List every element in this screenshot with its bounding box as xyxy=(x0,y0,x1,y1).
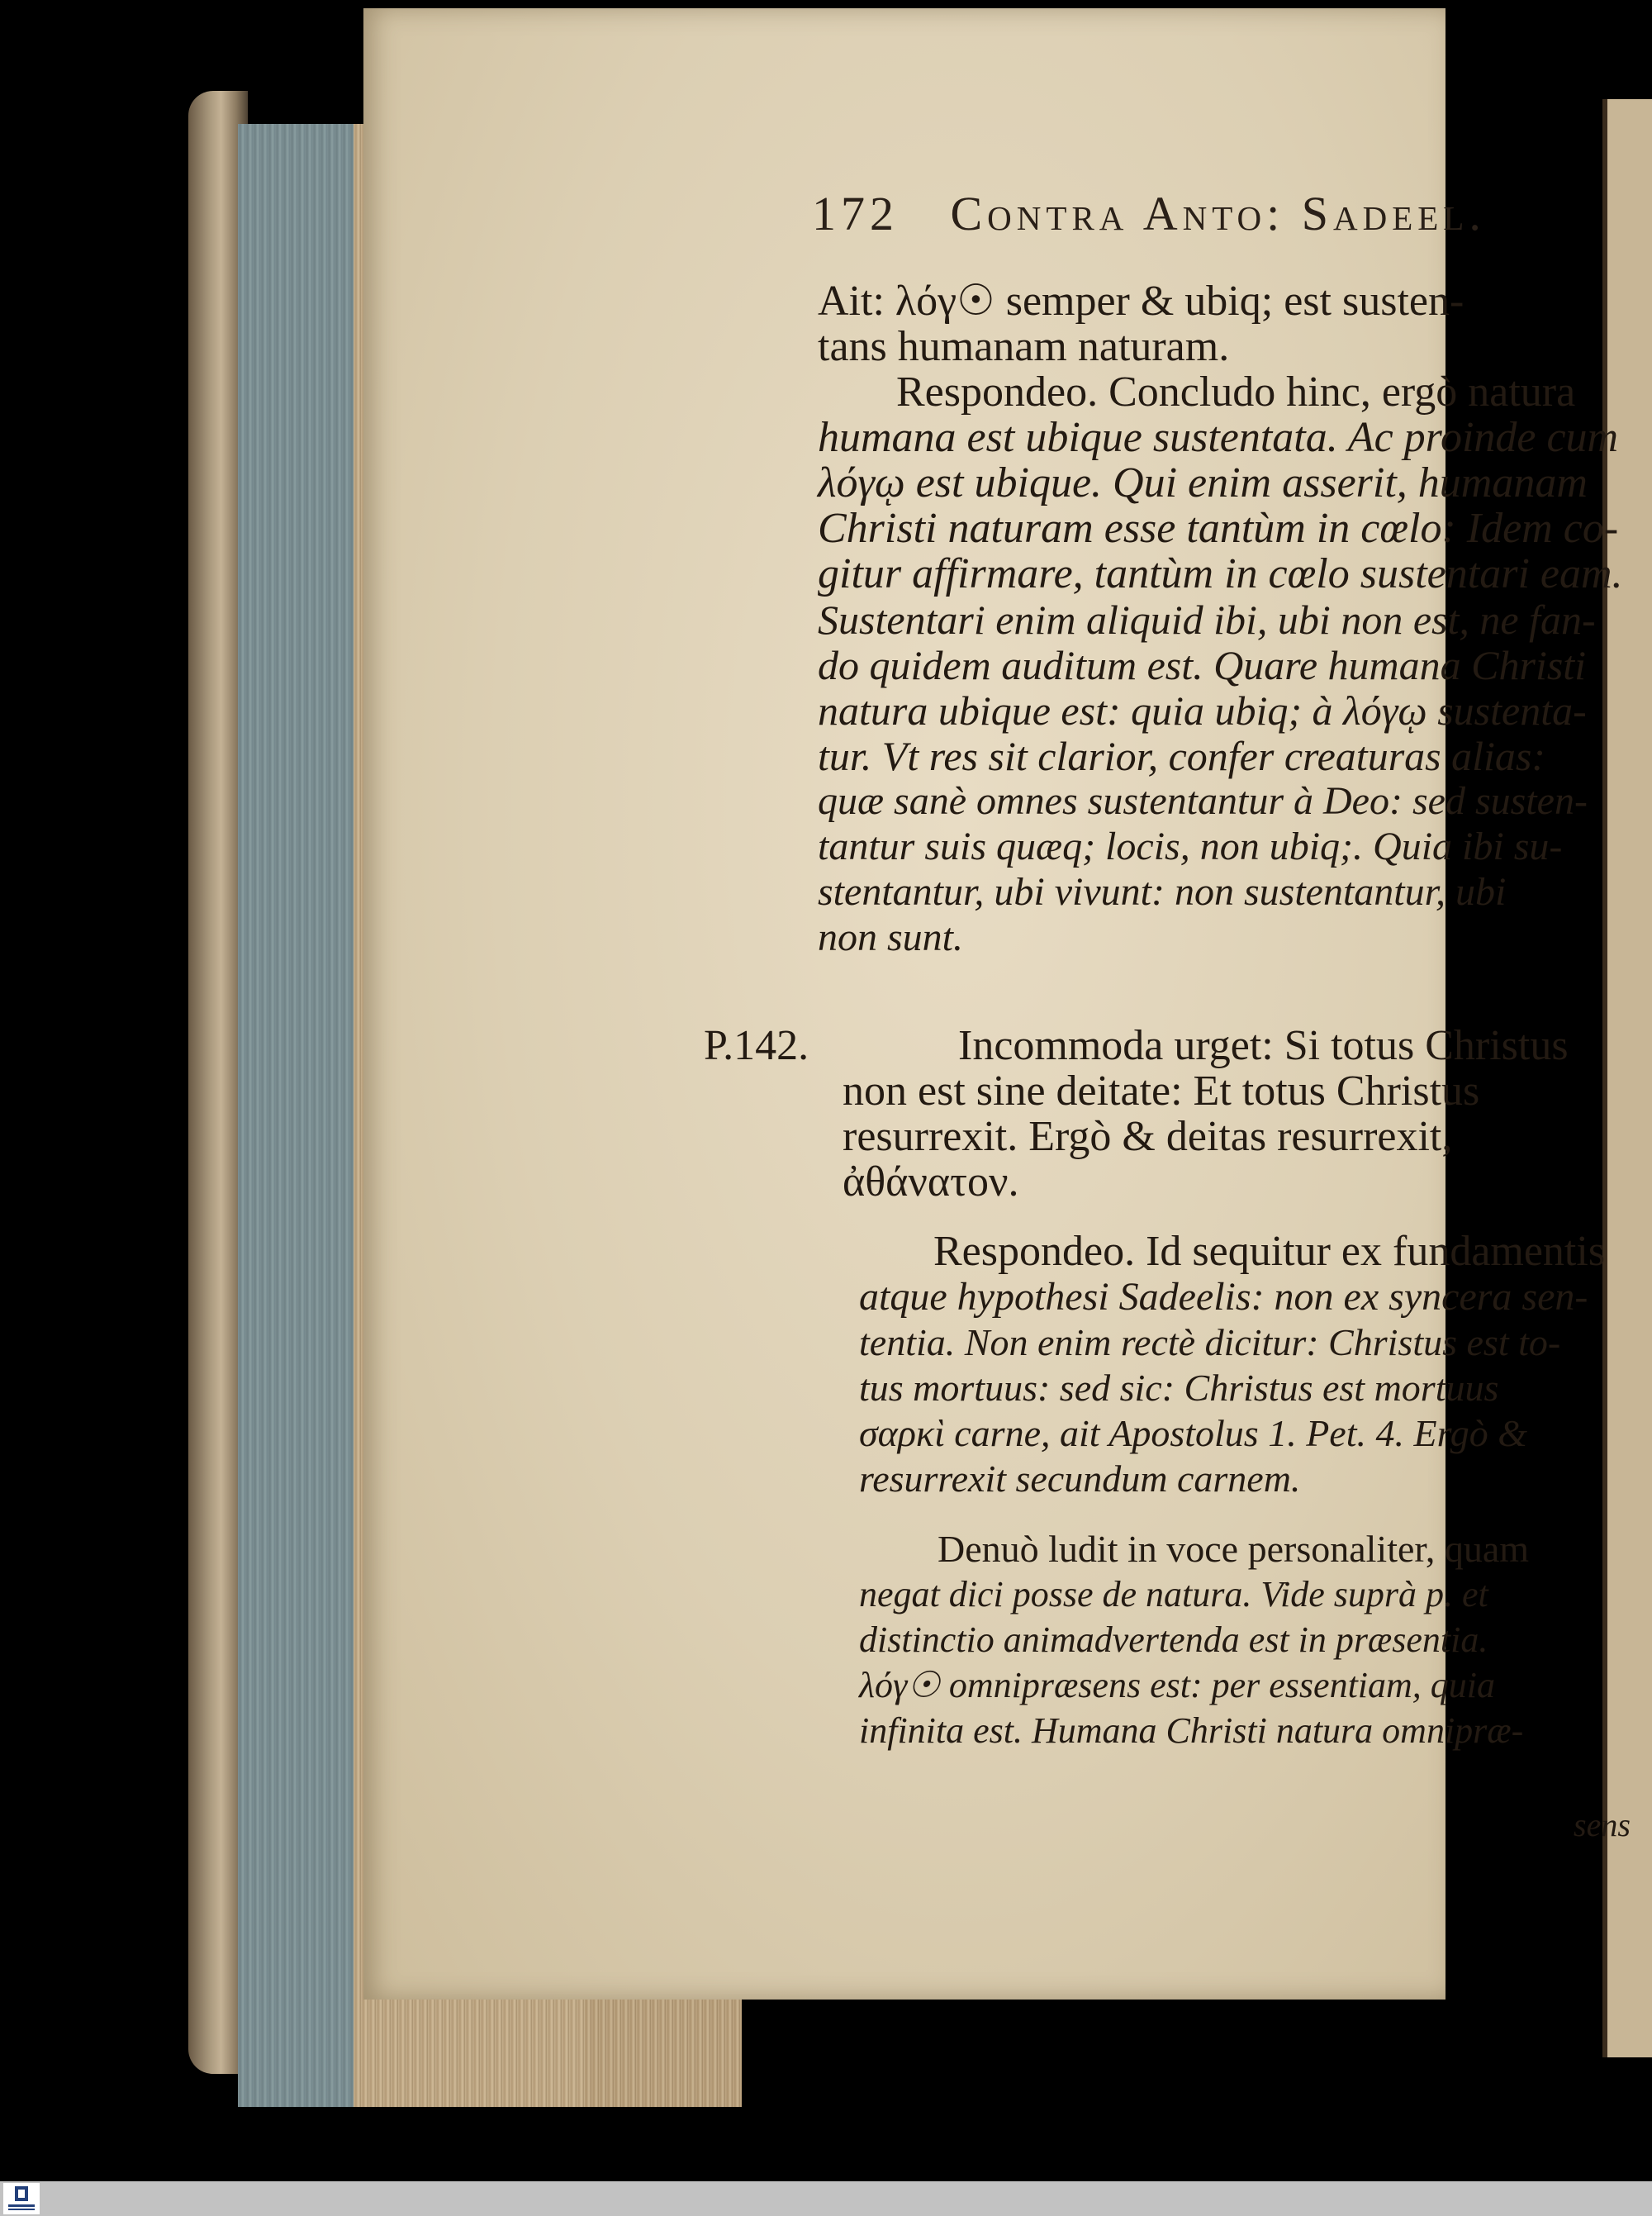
margin-reference: P.142. xyxy=(704,1022,809,1069)
text-line: gitur affirmare, tantùm in cœlo sustentari eam. xyxy=(818,550,1623,597)
text-line: distinctio animadvertenda est in præsentia. xyxy=(859,1619,1488,1660)
text-line: λόγ☉ omnipræsens est: per essentiam, quia xyxy=(859,1665,1496,1705)
text-line: Denuò ludit in voce personaliter, quam xyxy=(938,1528,1530,1570)
catchword: sens xyxy=(1574,1806,1631,1843)
text-line: ἀθάνατον. xyxy=(843,1158,1019,1205)
text-line: tans humanam naturam. xyxy=(818,323,1230,370)
text-line: tur. Vt res sit clarior, confer creaturas alias: xyxy=(818,733,1546,779)
text-line: Sustentari enim aliquid ibi, ubi non est, ne fan- xyxy=(818,597,1596,643)
page-number: 172 xyxy=(812,187,899,240)
text-line: atque hypothesi Sadeelis: non ex syncera sen- xyxy=(859,1275,1588,1319)
text-line: non sunt. xyxy=(818,915,964,959)
text-line: Ait: λόγ☉ semper & ubiq; est susten- xyxy=(818,278,1464,325)
text-line: λόγῳ est ubique. Qui enim asserit, humanam xyxy=(818,459,1588,506)
text-line: Respondeo. Id sequitur ex fundamentis xyxy=(933,1228,1606,1275)
viewer-bottom-bar xyxy=(0,2181,1652,2216)
text-line: humana est ubique sustentata. Ac proinde cum xyxy=(818,414,1619,461)
text-line: natura ubique est: quia ubiq; à λόγῳ sustenta- xyxy=(818,687,1587,734)
text-line: negat dici posse de natura. Vide suprà p. et xyxy=(859,1574,1488,1614)
running-title: Contra Anto: Sadeel. xyxy=(950,187,1486,240)
text-line: tus mortuus: sed sic: Christus est mortuus xyxy=(859,1367,1499,1409)
facing-page-edge xyxy=(1607,99,1652,2057)
text-line: stentantur, ubi vivunt: non sustentantur, ubi xyxy=(818,870,1507,914)
text-line: quæ sanè omnes sustentantur à Deo: sed susten- xyxy=(818,779,1588,823)
text-line: resurrexit. Ergò & deitas resurrexit, xyxy=(843,1113,1453,1160)
text-line: infinita est. Humana Christi natura omnipræ- xyxy=(859,1710,1524,1751)
text-line: non est sine deitate: Et totus Christus xyxy=(843,1068,1480,1115)
text-line: do quidem auditum est. Quare humana Christi xyxy=(818,642,1587,688)
library-logo-icon[interactable] xyxy=(3,2183,40,2214)
text-line: Christi naturam esse tantùm in cœlo: Idem co- xyxy=(818,505,1619,552)
text-line: tentia. Non enim rectè dicitur: Christus est to- xyxy=(859,1321,1561,1363)
running-head xyxy=(812,186,1555,244)
text-line: resurrexit secundum carnem. xyxy=(859,1458,1301,1500)
text-line: tantur suis quæq; locis, non ubiq;. Quia ibi su- xyxy=(818,825,1563,868)
text-line: Incommoda urget: Si totus Christus xyxy=(958,1022,1569,1069)
text-line: Respondeo. Concludo hinc, ergò natura xyxy=(896,369,1576,416)
text-line: σαρκὶ carne, ait Apostolus 1. Pet. 4. Ergò & xyxy=(859,1412,1528,1454)
